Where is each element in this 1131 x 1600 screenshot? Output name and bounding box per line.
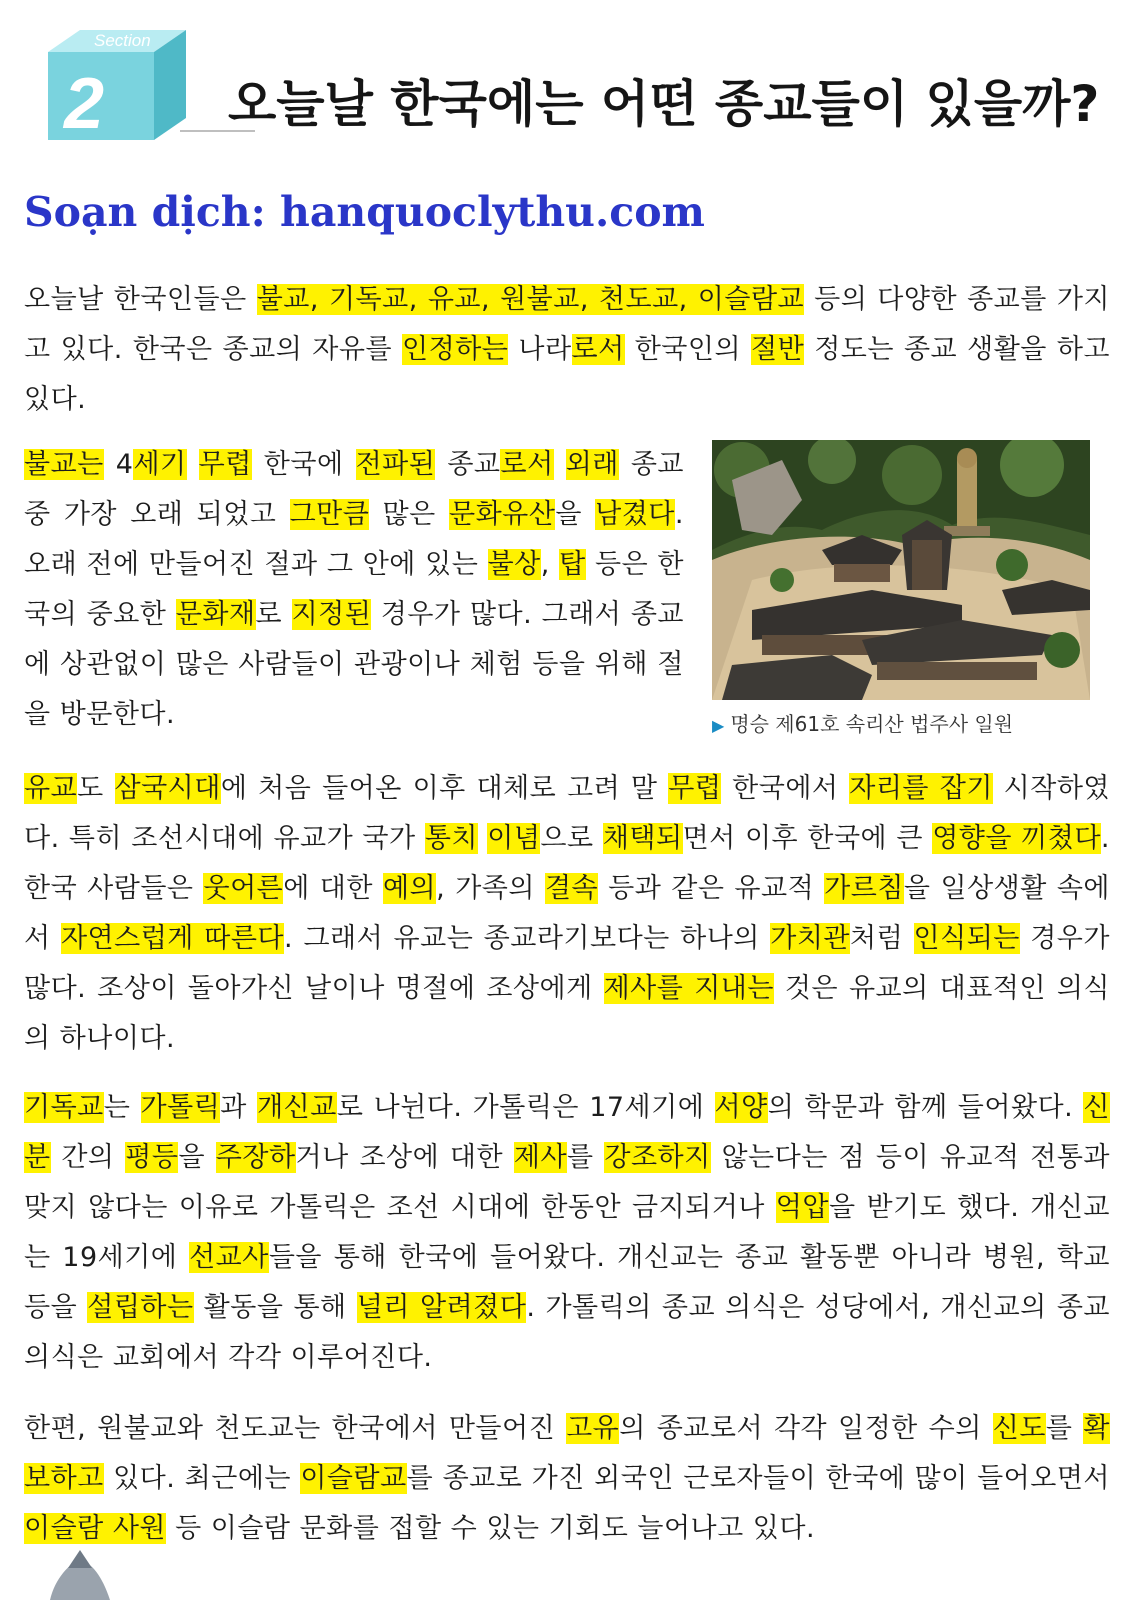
section-header (30, 12, 1120, 142)
body-text (478, 823, 487, 854)
body-text: 의 종교로서 각각 일정한 수의 (619, 1413, 993, 1444)
highlighted-term: 결속 (544, 873, 599, 904)
highlighted-term: 인식되는 (913, 923, 1020, 954)
paragraph-christianity (24, 1083, 1110, 1383)
highlighted-term: 설립하는 (87, 1292, 194, 1323)
highlighted-term: 선교사 (189, 1242, 269, 1273)
highlighted-term: 그만큼 (289, 499, 370, 530)
body-text: 종교 중 가장 오래 되었고 (24, 449, 685, 530)
body-text: . 그래서 유교는 종교라기보다는 하나의 (283, 923, 771, 954)
highlighted-term: 서양 (714, 1092, 768, 1123)
highlighted-term: 무렵 (198, 449, 252, 480)
body-text: 면서 이후 한국에 큰 (682, 823, 933, 854)
translator-credit: Soạn dịch: hanquoclythu.com (24, 188, 705, 236)
highlighted-term: 문화재 (175, 599, 256, 630)
highlighted-term: 강조하지 (604, 1142, 711, 1173)
body-text: 오늘날 한국인들은 (24, 284, 257, 315)
highlighted-term: 가치관 (770, 923, 850, 954)
highlighted-term: 이념 (487, 823, 541, 854)
body-text: 등의 다양한 종교를 가지고 있다. 한국은 종교의 자유를 (24, 284, 1111, 365)
body-text: 을 일상생활 속에서 (24, 873, 1110, 954)
body-text: 의 학문과 함께 들어왔다. (767, 1092, 1084, 1123)
body-text (554, 449, 566, 480)
body-text: . 한국 사람들은 (24, 823, 1111, 904)
body-text: 로 나뉜다. 가톨릭은 17세기에 (336, 1092, 715, 1123)
triangle-bullet-icon: ▶ (712, 716, 725, 735)
body-text: 간의 (50, 1142, 126, 1173)
body-text: 는 (103, 1092, 141, 1123)
body-text: 거나 조상에 대한 (295, 1142, 514, 1173)
body-text: 에 대한 (283, 873, 383, 904)
body-text: 한국에 (251, 449, 356, 480)
highlighted-term: 확보하고 (24, 1413, 1110, 1494)
highlighted-term: 신분 (24, 1092, 1111, 1173)
highlighted-term: 예의 (382, 873, 437, 904)
body-text: 과 (220, 1092, 258, 1123)
highlighted-term: 가톨릭 (140, 1092, 221, 1123)
body-text: 등과 같은 유교적 (598, 873, 825, 904)
highlighted-term: 자리를 잡기 (849, 773, 993, 804)
body-text: 있다. 최근에는 (103, 1463, 301, 1494)
highlighted-term: 세기 (133, 449, 187, 480)
photo-caption (712, 708, 1013, 737)
highlighted-term: 인정하는 (402, 334, 509, 365)
body-text: 한국에서 (721, 773, 850, 804)
body-text: . 오래 전에 만들어진 절과 그 안에 있는 (24, 499, 684, 580)
paragraph-confucianism (24, 764, 1110, 1064)
highlighted-term: 채택되 (602, 823, 683, 854)
page-title: 오늘날 한국에는 어떤 종교들이 있을까? (228, 75, 1100, 133)
highlighted-term: 로서 (571, 334, 625, 365)
body-text: 를 종교로 가진 외국인 근로자들이 한국에 많이 들어오면서 (406, 1463, 1110, 1494)
body-text: 을 받기도 했다. 개신교는 19세기에 (24, 1192, 1110, 1273)
highlighted-term: 이슬람교 (300, 1463, 407, 1494)
highlighted-term: 자연스럽게 따른다 (60, 923, 284, 954)
highlighted-term: 절반 (751, 334, 805, 365)
body-text: 정도는 종교 생활을 하고 있다. (24, 334, 1111, 415)
highlighted-term: 개신교 (257, 1092, 337, 1123)
highlighted-term: 남겼다 (595, 499, 675, 530)
highlighted-term: 억압 (775, 1192, 829, 1223)
body-text: 한국인의 (624, 334, 752, 365)
highlighted-term: 웃어른 (203, 873, 284, 904)
body-text (187, 449, 199, 480)
paragraph-intro (24, 275, 1110, 425)
body-text: 를 (567, 1142, 605, 1173)
highlighted-term: 로서 (500, 449, 554, 480)
body-text: 들을 통해 한국에 들어왔다. 개신교는 종교 활동뿐 아니라 병원, 학교 등을 (24, 1242, 1110, 1323)
highlighted-term: 불교, 기독교, 유교, 원불교, 천도교, 이슬람교 (256, 284, 805, 315)
body-text: 시작하였다. 특히 조선시대에 유교가 국가 (24, 773, 1110, 854)
body-text: 으로 (540, 823, 603, 854)
section-number: 2 (64, 64, 105, 140)
body-text: 4 (103, 449, 134, 480)
paragraph-other-religions (24, 1404, 1110, 1554)
body-text: 것은 유교의 대표적인 의식의 하나이다. (24, 973, 1111, 1054)
body-text: 등 이슬람 문화를 접할 수 있는 기회도 늘어나고 있다. (166, 1513, 816, 1544)
highlighted-term: 전파된 (355, 449, 436, 480)
highlighted-term: 불상 (487, 549, 541, 580)
body-text: 많은 (369, 499, 449, 530)
highlighted-term: 주장하 (215, 1142, 296, 1173)
highlighted-term: 유교 (24, 773, 78, 804)
body-text: 한편, 원불교와 천도교는 한국에서 만들어진 (24, 1413, 567, 1444)
body-text: 로 (255, 599, 292, 630)
mascot-figure-icon (40, 1548, 120, 1600)
body-text: 나라 (508, 334, 572, 365)
highlighted-term: 삼국시대 (114, 773, 221, 804)
section-badge (36, 30, 186, 140)
body-text: 를 (1045, 1413, 1084, 1444)
body-text: 도 (77, 773, 115, 804)
body-text: 을 (555, 499, 596, 530)
paragraph-buddhism (24, 440, 684, 740)
highlighted-term: 불교는 (24, 449, 104, 480)
body-text: 종교 (435, 449, 501, 480)
highlighted-term: 제사 (513, 1142, 568, 1173)
body-text: 활동을 통해 (193, 1292, 357, 1323)
body-text: 에 처음 들어온 이후 대체로 고려 말 (220, 773, 669, 804)
body-text: 을 (178, 1142, 216, 1173)
highlighted-term: 영향을 끼쳤다 (932, 823, 1101, 854)
body-text: , 가족의 (436, 873, 545, 904)
highlighted-term: 기독교 (24, 1092, 104, 1123)
highlighted-term: 탑 (559, 549, 586, 580)
highlighted-term: 평등 (125, 1142, 179, 1173)
highlighted-term: 통치 (424, 823, 478, 854)
body-text: 않는다는 점 등이 유교적 전통과 맞지 않다는 이유로 가톨릭은 조선 시대에 한동안 금지되거나 (24, 1142, 1111, 1223)
highlighted-term: 널리 알려졌다 (356, 1292, 527, 1323)
highlighted-term: 제사를 지내는 (603, 973, 774, 1004)
highlighted-term: 문화유산 (448, 499, 556, 530)
highlighted-term: 신도 (992, 1413, 1046, 1444)
caption-text: 명승 제61호 속리산 법주사 일원 (730, 712, 1014, 736)
body-text: 처럼 (849, 923, 914, 954)
body-text: 경우가 많다. 그래서 종교에 상관없이 많은 사람들이 관광이나 체험 등을 위해 절을 방문한다. (24, 599, 684, 730)
highlighted-term: 지정된 (291, 599, 372, 630)
temple-photo (712, 440, 1090, 700)
highlighted-term: 고유 (566, 1413, 620, 1444)
section-word: Section (94, 31, 151, 50)
body-text: 경우가 많다. 조상이 돌아가신 날이나 명절에 조상에게 (24, 923, 1110, 1004)
body-text: 등은 한국의 중요한 (24, 549, 684, 630)
body-text: . 가톨릭의 종교 의식은 성당에서, 개신교의 종교 의식은 교회에서 각각 이루어진다. (24, 1292, 1111, 1373)
body-text: , (540, 549, 560, 580)
highlighted-term: 외래 (565, 449, 619, 480)
highlighted-term: 가르침 (824, 873, 904, 904)
highlighted-term: 무렵 (668, 773, 722, 804)
highlighted-term: 이슬람 사원 (24, 1513, 166, 1544)
